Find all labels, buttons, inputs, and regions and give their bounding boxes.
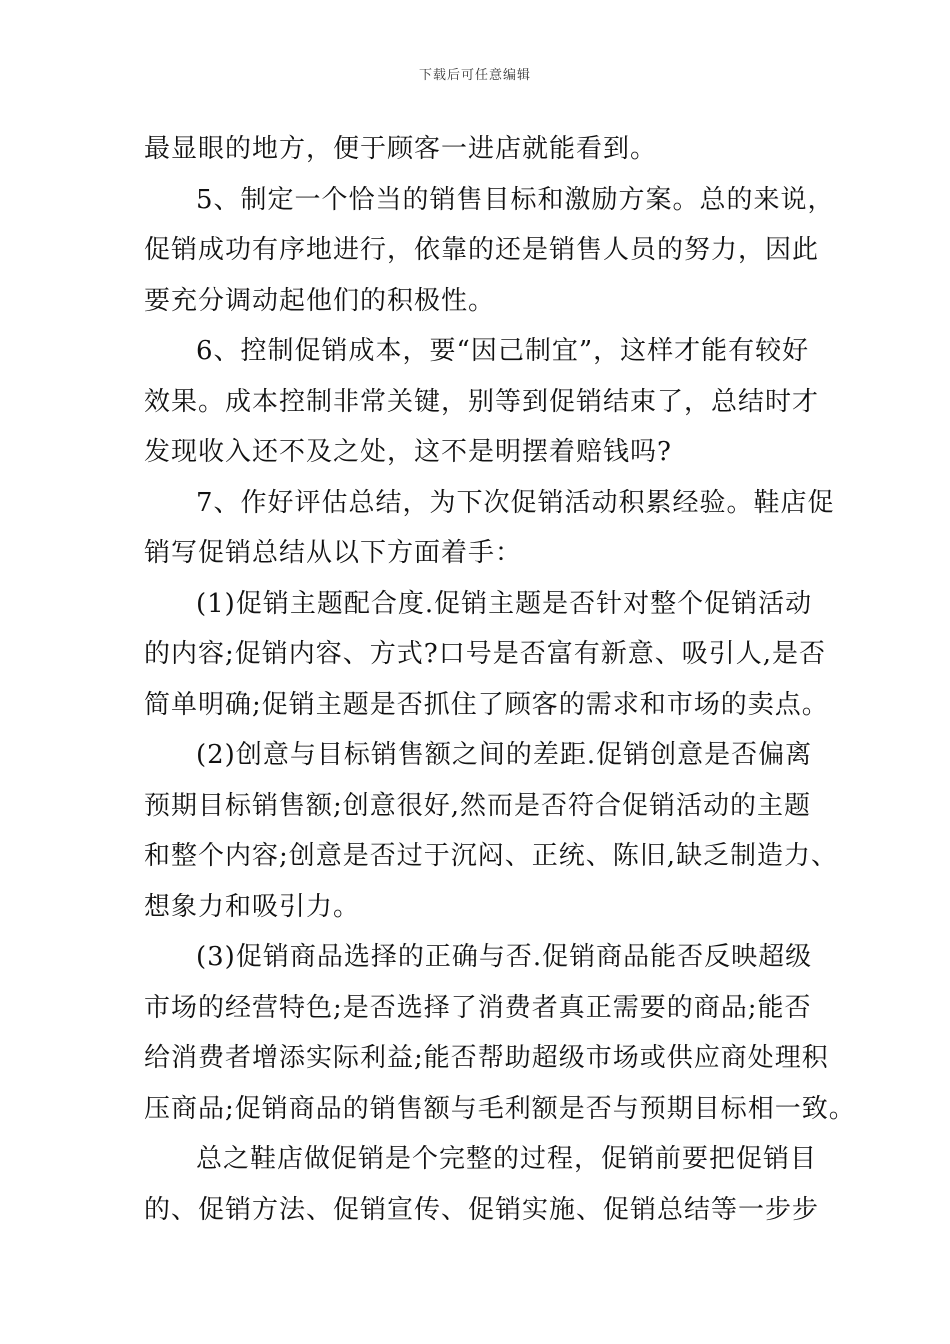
- paragraph: [144, 326, 820, 478]
- text-line: 促销成功有序地进行，依靠的还是销售人员的努力，因此: [144, 235, 820, 265]
- paragraph: [144, 478, 835, 579]
- text-line: 效果。成本控制非常关键，别等到促销结束了，总结时才: [144, 386, 820, 417]
- paragraph: [144, 124, 809, 175]
- text-line: 想象力和吸引力。: [144, 891, 361, 922]
- body-text: [144, 124, 856, 1235]
- paragraph: [144, 730, 839, 932]
- text-line: 要充分调动起他们的积极性。: [144, 285, 496, 316]
- text-line: 7、作好评估总结，为下次促销活动积累经验。鞋店促: [196, 487, 835, 518]
- paragraph: [144, 932, 856, 1134]
- text-line: 市场的经营特色;是否选择了消费者真正需要的商品;能否: [144, 992, 812, 1023]
- text-line: 预期目标销售额;创意很好,然而是否符合促销活动的主题: [144, 790, 812, 821]
- text-line: 简单明确;促销主题是否抓住了顾客的需求和市场的卖点。: [144, 689, 829, 720]
- text-line: 最显眼的地方，便于顾客一进店就能看到。: [144, 134, 658, 164]
- text-line: 的内容;促销内容、方式?口号是否富有新意、吸引人,是否: [144, 639, 826, 669]
- paragraph: [144, 579, 829, 731]
- text-line: 发现收入还不及之处，这不是明摆着赔钱吗?: [144, 437, 672, 467]
- header-note: 下载后可任意编辑: [418, 68, 531, 83]
- text-line: 6、控制促销成本，要“因己制宜”，这样才能有较好: [196, 336, 810, 366]
- text-line: (2)创意与目标销售额之间的差距.促销创意是否偏离: [196, 740, 813, 770]
- text-line: 总之鞋店做促销是个完整的过程，促销前要把促销目: [196, 1144, 818, 1174]
- text-line: 压商品;促销商品的销售额与毛利额是否与预期目标相一致。: [144, 1093, 856, 1124]
- text-line: 给消费者增添实际利益;能否帮助超级市场或供应商处理积: [144, 1043, 829, 1073]
- paragraph: [144, 1134, 820, 1235]
- text-line: 销写促销总结从以下方面着手：: [144, 538, 523, 568]
- text-line: (1)促销主题配合度.促销主题是否针对整个促销活动: [196, 588, 813, 619]
- text-line: 5、制定一个恰当的销售目标和激励方案。总的来说，: [196, 184, 835, 215]
- text-line: 和整个内容;创意是否过于沉闷、正统、陈旧,缺乏制造力、: [144, 841, 839, 871]
- paragraph: [144, 175, 835, 327]
- text-line: 的、促销方法、促销宣传、促销实施、促销总结等一步步: [144, 1194, 820, 1225]
- text-line: (3)促销商品选择的正确与否.促销商品能否反映超级: [196, 942, 813, 972]
